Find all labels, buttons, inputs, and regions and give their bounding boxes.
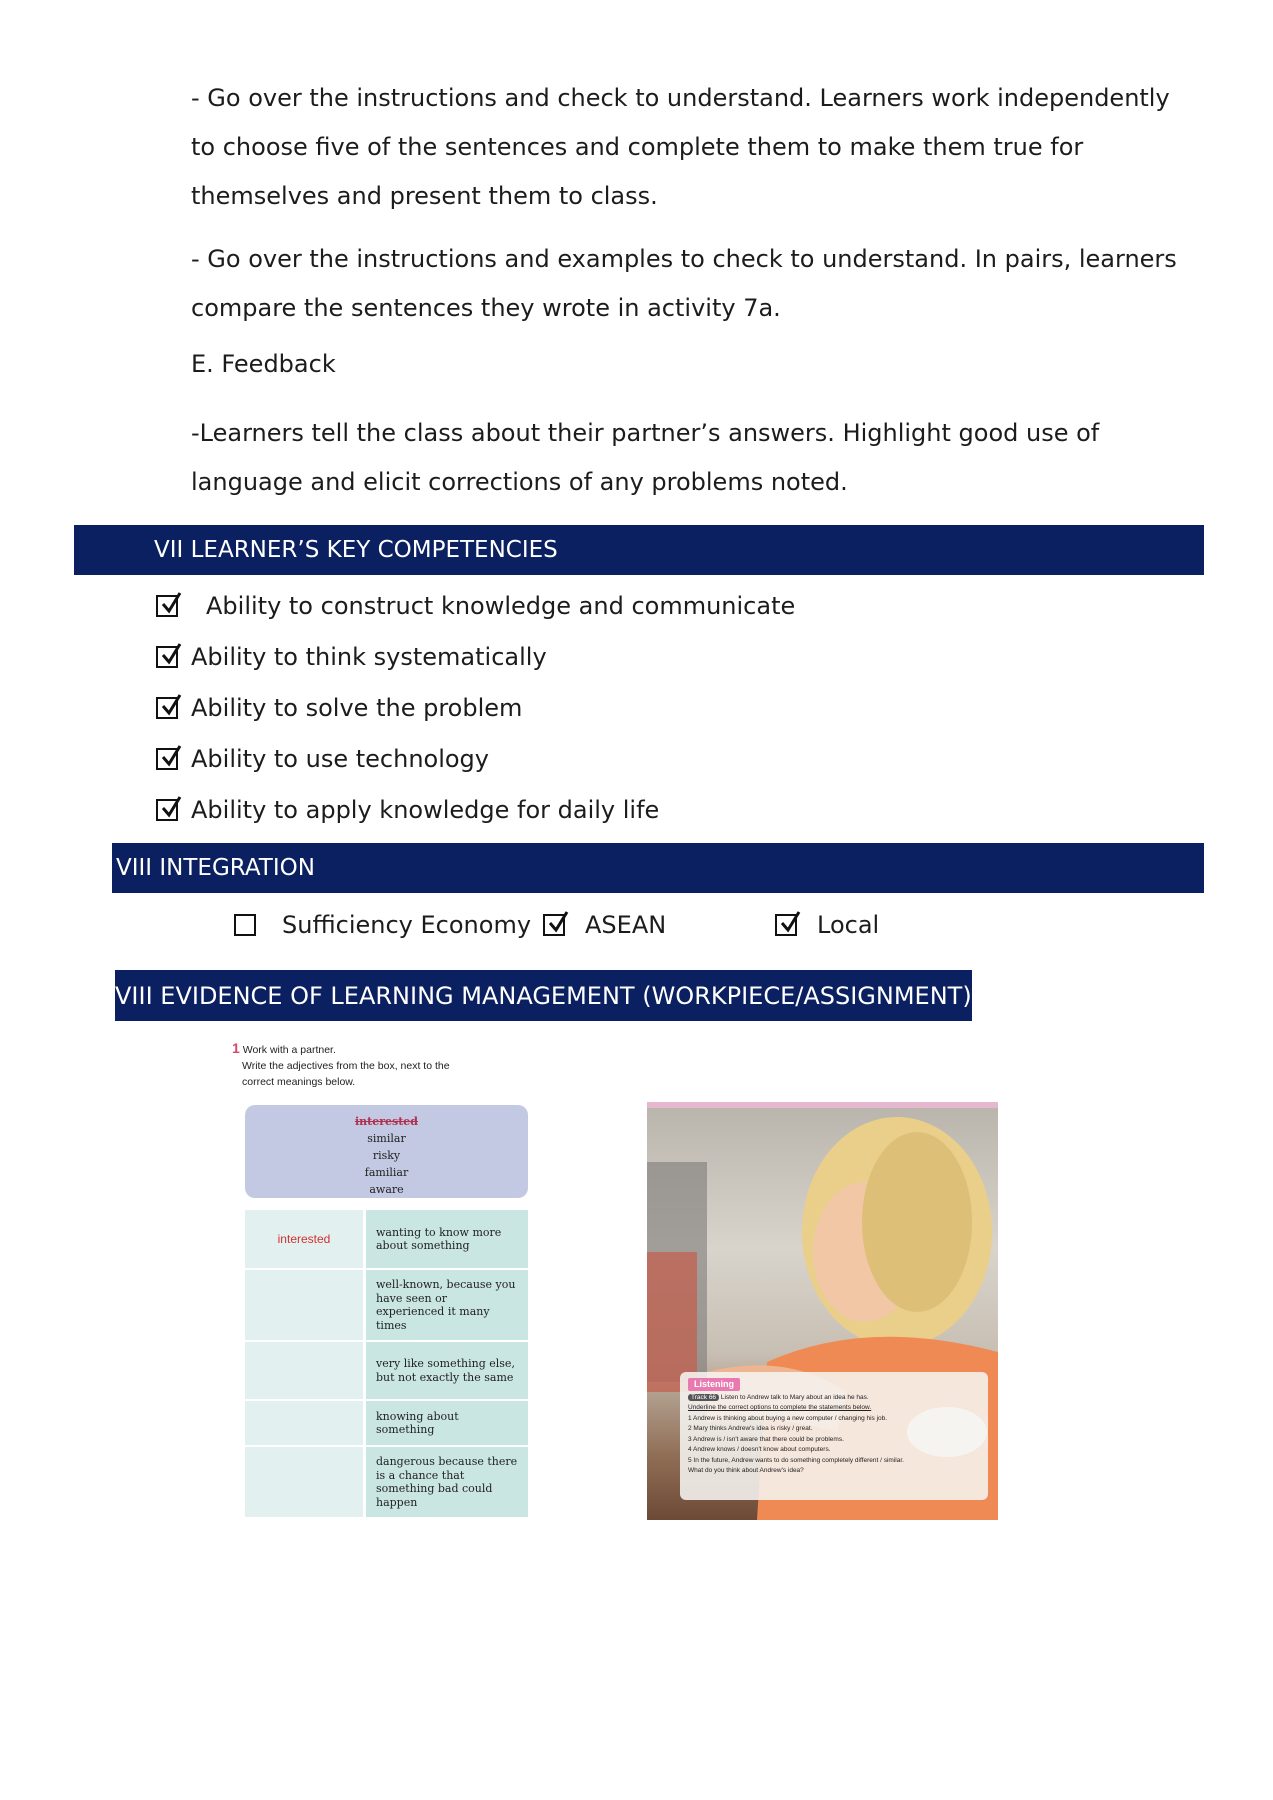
- word-box-item: similar: [367, 1132, 406, 1145]
- meaning-cell: knowing about something: [366, 1401, 528, 1445]
- competency-item: [156, 643, 547, 671]
- word-box-item: aware: [369, 1183, 404, 1196]
- word-box-item: risky: [372, 1149, 401, 1162]
- table-row: [245, 1210, 528, 1270]
- word-box-item: interested: [354, 1115, 418, 1128]
- competency-item: [156, 796, 659, 824]
- table-row: [245, 1342, 528, 1401]
- word-box: [245, 1105, 528, 1198]
- integration-option-sufficiency: [234, 911, 531, 939]
- meaning-cell: wanting to know more about something: [366, 1210, 528, 1268]
- table-row: [245, 1270, 528, 1342]
- checked-checkbox-icon: [156, 799, 178, 821]
- integration-option-asean: [543, 911, 666, 939]
- competencies-heading: VII LEARNER’S KEY COMPETENCIES: [154, 537, 558, 563]
- competency-label: Ability to think systematically: [191, 643, 547, 671]
- listening-statement: 4 Andrew knows / doesn't know about computers.: [688, 1446, 831, 1453]
- procedure-paragraph-2: - Go over the instructions and examples to check to understand. In pairs, learners compare the sentences they wrote in activity 7a.: [191, 245, 1177, 322]
- integration-label: Local: [817, 911, 880, 939]
- competency-label: Ability to solve the problem: [191, 694, 523, 722]
- integration-heading-band: [112, 843, 1204, 893]
- answer-cell: [245, 1447, 366, 1517]
- word-box-item: familiar: [364, 1166, 409, 1179]
- answer-cell: interested: [245, 1210, 366, 1268]
- worksheet-instruction-line: correct meanings below.: [242, 1076, 356, 1088]
- listening-tag: Listening: [688, 1378, 740, 1391]
- competency-label: Ability to use technology: [191, 745, 489, 773]
- competency-item: [156, 745, 489, 773]
- checked-checkbox-icon: [775, 914, 797, 936]
- integration-label: ASEAN: [585, 911, 667, 939]
- competency-label: Ability to construct knowledge and communicate: [206, 592, 796, 620]
- checked-checkbox-icon: [156, 697, 178, 719]
- meaning-cell: well-known, because you have seen or experienced it many times: [366, 1270, 528, 1340]
- competencies-heading-band: [74, 525, 1204, 575]
- listening-statement: 1 Andrew is thinking about buying a new computer / changing his job.: [688, 1414, 888, 1422]
- evidence-heading-band: [115, 970, 972, 1021]
- listening-intro-2: Underline the correct options to complete the statements below.: [688, 1404, 872, 1411]
- answer-cell: [245, 1342, 366, 1399]
- empty-checkbox-icon: [234, 914, 256, 936]
- worksheet-instructions: [232, 1040, 512, 1090]
- worksheet-image: [232, 1040, 532, 1515]
- listening-question: What do you think about Andrew's idea?: [688, 1467, 804, 1474]
- listening-statement: 3 Andrew is / isn't aware that there could be problems.: [688, 1435, 844, 1443]
- listening-intro: Listen to Andrew talk to Mary about an idea he has.: [720, 1393, 869, 1401]
- listening-photo: [647, 1102, 998, 1520]
- listening-exercise-box: [680, 1372, 988, 1500]
- checked-checkbox-icon: [543, 914, 565, 936]
- evidence-heading: VIII EVIDENCE OF LEARNING MANAGEMENT (WORKPIECE/ASSIGNMENT): [115, 981, 972, 1010]
- table-row: [245, 1447, 528, 1519]
- feedback-heading: E. Feedback: [191, 350, 336, 378]
- meaning-cell: very like something else, but not exactly the same: [366, 1342, 528, 1399]
- integration-heading: VIII INTEGRATION: [116, 855, 315, 881]
- listening-statement: 2 Mary thinks Andrew's idea is risky / great.: [688, 1425, 813, 1432]
- listening-statement: 5 In the future, Andrew wants to do something completely different / similar.: [688, 1456, 904, 1464]
- competency-label: Ability to apply knowledge for daily life: [191, 796, 660, 824]
- checked-checkbox-icon: [156, 646, 178, 668]
- worksheet-number: 1: [232, 1040, 240, 1056]
- checked-checkbox-icon: [156, 748, 178, 770]
- answer-cell: [245, 1270, 366, 1340]
- meaning-cell: dangerous because there is a chance that something bad could happen: [366, 1447, 528, 1517]
- track-badge: Track 66: [688, 1394, 719, 1401]
- competency-item: [156, 592, 795, 620]
- feedback-paragraph: -Learners tell the class about their partner’s answers. Highlight good use of language and elicit corrections of any problems noted.: [191, 419, 1100, 496]
- integration-option-local: [775, 911, 879, 939]
- table-row: [245, 1401, 528, 1447]
- worksheet-instruction-line: Work with a partner.: [242, 1044, 336, 1056]
- procedure-paragraph-1: - Go over the instructions and check to understand. Learners work independently to choose five of the sentences and complete them to make them true for themselves and present them to class.: [191, 84, 1170, 210]
- worksheet-instruction-line: Write the adjectives from the box, next to the: [242, 1060, 450, 1072]
- competency-item: [156, 694, 522, 722]
- answer-cell: [245, 1401, 366, 1445]
- matching-table: [245, 1210, 528, 1519]
- checked-checkbox-icon: [156, 595, 178, 617]
- integration-label: Sufficiency Economy: [282, 911, 532, 939]
